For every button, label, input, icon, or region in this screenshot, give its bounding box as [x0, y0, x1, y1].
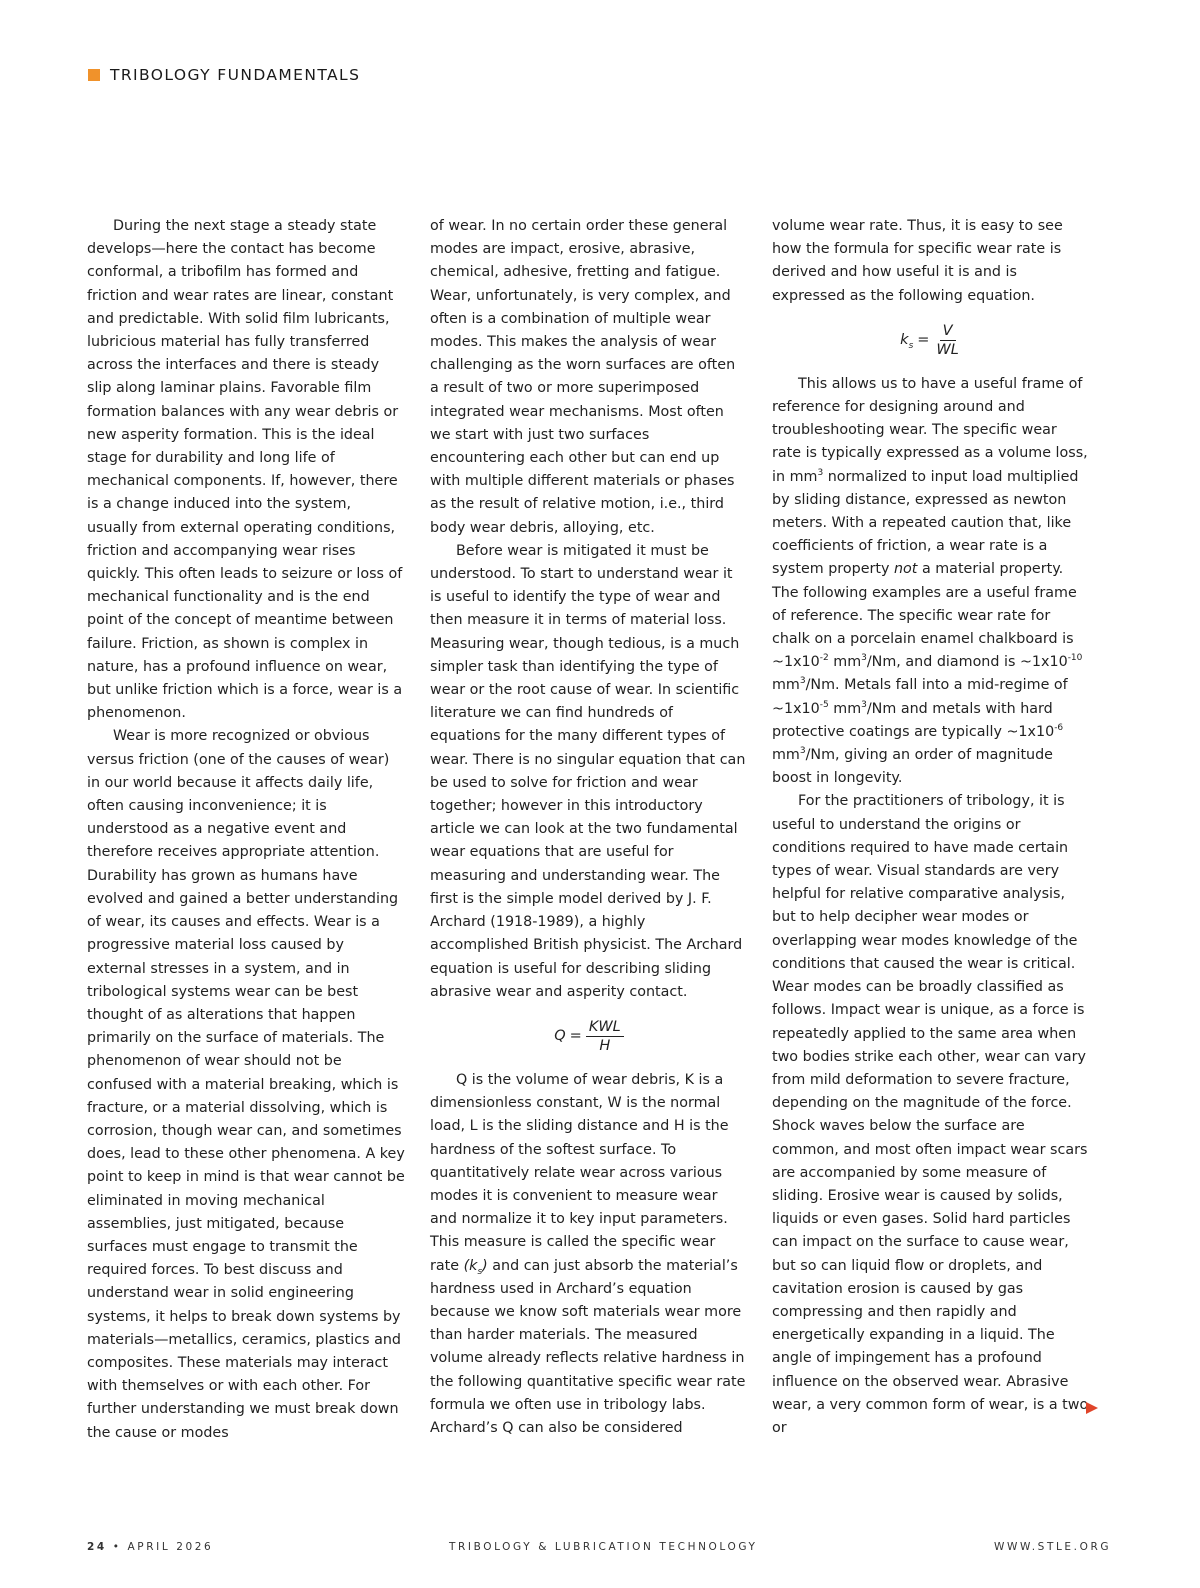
footer-left — [87, 1541, 213, 1553]
equation-denominator: H — [599, 1037, 611, 1054]
text-run: /Nm, giving an order of magnitude boost in longevity. — [772, 747, 1053, 787]
specific-wear-rate-symbol — [463, 1257, 488, 1277]
equation-lhs — [900, 329, 913, 352]
page-number: 24 — [87, 1541, 107, 1553]
symbol-close: ) — [482, 1257, 488, 1274]
equation-lhs-subscript: s — [908, 340, 914, 351]
section-label: TRIBOLOGY FUNDAMENTALS — [110, 66, 361, 84]
equation-denominator: WL — [936, 341, 959, 358]
section-header — [88, 64, 360, 86]
website-link[interactable]: WWW.STLE.ORG — [994, 1541, 1112, 1553]
superscript: 3 — [799, 676, 806, 687]
superscript: -6 — [1054, 723, 1064, 734]
text-run: normalized to input load multiplied by sliding distance, expressed as newton meters. With a repeated caution that, like coefficients of friction, a wear rate is a system property — [772, 468, 1079, 578]
text-run: /Nm, and diamond is ~1x10 — [866, 654, 1068, 671]
text-run: mm — [772, 747, 800, 764]
paragraph: of wear. In no certain order these general modes are impact, erosive, abrasive, chemical, adhesive, fretting and fatigue. Wear, unfortunately, is very complex, and often is a combination of multiple wear modes. This makes the analysis of wear challenging as the worn surfaces are often a result of two or more superimposed integrated wear mechanisms. Most often we start with just two surfaces encountering each other but can end up with multiple different materials or phases as the result of relative motion, i.e., third body wear debris, alloying, etc. — [430, 218, 736, 536]
equation-numerator: KWL — [586, 1018, 624, 1037]
text-run: /Nm and metals with hard protective coatings are typically ~1x10 — [772, 700, 1055, 740]
archard-equation — [430, 1018, 748, 1055]
specific-wear-rate-equation — [772, 322, 1090, 359]
magazine-title: TRIBOLOGY & LUBRICATION TECHNOLOGY — [449, 1541, 758, 1553]
equation-equals: = — [569, 1027, 582, 1044]
superscript: -5 — [819, 699, 829, 710]
equation-fraction — [586, 1018, 624, 1055]
superscript: -2 — [819, 653, 829, 664]
footer-separator: • — [112, 1541, 122, 1553]
superscript: 3 — [861, 699, 867, 710]
text-run: mm — [828, 700, 862, 717]
superscript: 3 — [861, 653, 867, 664]
text-run: Q is the volume of wear debris, K is a dimensionless constant, W is the normal load, L is the sliding distance and H is the hardness of the softest surface. To quantitatively relate wear across various modes it is convenient to measure wear and normalize it to key input parameters. This measure is called the specific wear rate — [430, 1071, 729, 1274]
text-run: a material property. The following examples are a useful frame of reference. The specific wear rate for chalk on a porcelain enamel chalkboard is ~1x10 — [772, 561, 1077, 671]
text-run: This allows us to have a useful frame of reference for designing around and troubleshooting wear. The specific wear rate is typically expressed as a volume loss, in mm — [772, 375, 1088, 485]
paragraph: Wear is more recognized or obvious versus friction (one of the causes of wear) in our world because it affects daily life, often causing inconvenience; it is understood as a negative event and therefore receives appropriate attention. Durability has grown as humans have evolved and gained a better understanding of wear, its causes and effects. Wear is a progressive material loss caused by external stresses in a system, and in tribological systems wear can be best thought of as alterations that happen primarily on the surface of materials. The phenomenon of wear should not be confused with a material breaking, which is fracture, or a material dissolving, which is corrosion, though wear can, and sometimes does, lead to these other phenomena. A key point to keep in mind is that wear cannot be eliminated in moving mechanical assemblies, just mitigated, because surfaces must engage to transmit the required forces. To best discuss and understand wear in solid engineering systems, it helps to break down systems by materials—metallics, ceramics, plastics and composites. These materials may interact with themselves or with each other. For further understanding we must break down the cause or modes — [87, 728, 405, 1441]
section-square-icon — [88, 69, 100, 81]
equation-lhs: Q — [554, 1027, 566, 1044]
equation-lhs-symbol: k — [900, 331, 909, 348]
equation-equals: = — [917, 331, 930, 348]
text-run: /Nm. Metals fall into a mid-regime of ~1x10 — [772, 677, 1068, 717]
text-column-2 — [430, 215, 748, 1440]
text-column-3 — [772, 215, 1090, 1440]
superscript: 3 — [799, 746, 806, 757]
equation-numerator: V — [940, 322, 956, 341]
continue-arrow-icon — [1086, 1402, 1098, 1414]
paragraph: Before wear is mitigated it must be understood. To start to understand wear it is useful to identify the type of wear and then measure it in terms of material loss. Measuring wear, though tedious, is a much simpler task than identifying the type of wear or the root cause of wear. In scientific literature we can find hundreds of equations for the many different types of wear. There is no singular equation that can be used to solve for friction and wear together; however in this introductory article we can look at the two fundamental wear equations that are useful for measuring and understanding wear. The first is the simple model derived by J. F. Archard (1918-1989), a highly accomplished British physicist. The Archard equation is useful for describing sliding abrasive wear and asperity contact. — [430, 542, 746, 1000]
symbol-text: (k — [463, 1257, 478, 1274]
text-run: mm — [828, 654, 862, 671]
paragraph: During the next stage a steady state develops—here the contact has become conformal, a tribofilm has formed and friction and wear rates are linear, constant and predictable. With solid film lubricants, lubricious material has fully transferred across the interfaces and there is steady slip along laminar plains. Favorable film formation balances with any wear debris or new asperity formation. This is the ideal stage for durability and long life of mechanical components. If, however, there is a change induced into the system, usually from external operating conditions, friction and accompanying wear rises quickly. This often leads to seizure or loss of mechanical functionality and is the end point of the concept of meantime between failure. Friction, as shown is complex in nature, has a profound influence on wear, but unlike friction which is a force, wear is a phenomenon. — [87, 218, 403, 722]
text-column-1 — [87, 215, 405, 1445]
superscript: 3 — [817, 467, 824, 478]
equation-fraction — [933, 322, 961, 359]
symbol-subscript: s — [477, 1266, 483, 1277]
superscript: -10 — [1067, 653, 1083, 664]
text-run: mm — [772, 677, 800, 694]
paragraph — [772, 373, 1090, 791]
paragraph — [430, 1069, 748, 1440]
issue-date: APRIL 2026 — [127, 1541, 214, 1553]
text-run: and can just absorb the material’s hardness used in Archard’s equation because we know soft materials wear more than harder materials. The measured volume already reflects relative hardness in the following quantitative specific wear rate formula we often use in tribology labs. Archard’s Q can also be considered — [430, 1257, 746, 1436]
emphasis: not — [893, 561, 918, 578]
paragraph: volume wear rate. Thus, it is easy to see how the formula for specific wear rate is derived and how useful it is and is expressed as the following equation. — [772, 218, 1063, 304]
paragraph: For the practitioners of tribology, it is useful to understand the origins or conditions required to have made certain types of wear. Visual standards are very helpful for relative comparative analysis, but to help decipher wear modes or overlapping wear modes knowledge of the conditions that caused the wear is critical. Wear modes can be broadly classified as follows. Impact wear is unique, as a force is repeatedly applied to the same area when two bodies strike each other, wear can vary from mild deformation to severe fracture, depending on the magnitude of the force. Shock waves below the surface are common, and most often impact wear scars are accompanied by some measure of sliding. Erosive wear is caused by solids, liquids or even gases. Solid hard particles can impact on the surface to cause wear, but so can liquid flow or droplets, and cavitation erosion is caused by gas compressing and then rapidly and energetically expanding in a liquid. The angle of impingement has a profound influence on the observed wear. Abrasive wear, a very common form of wear, is a two or — [772, 793, 1089, 1436]
